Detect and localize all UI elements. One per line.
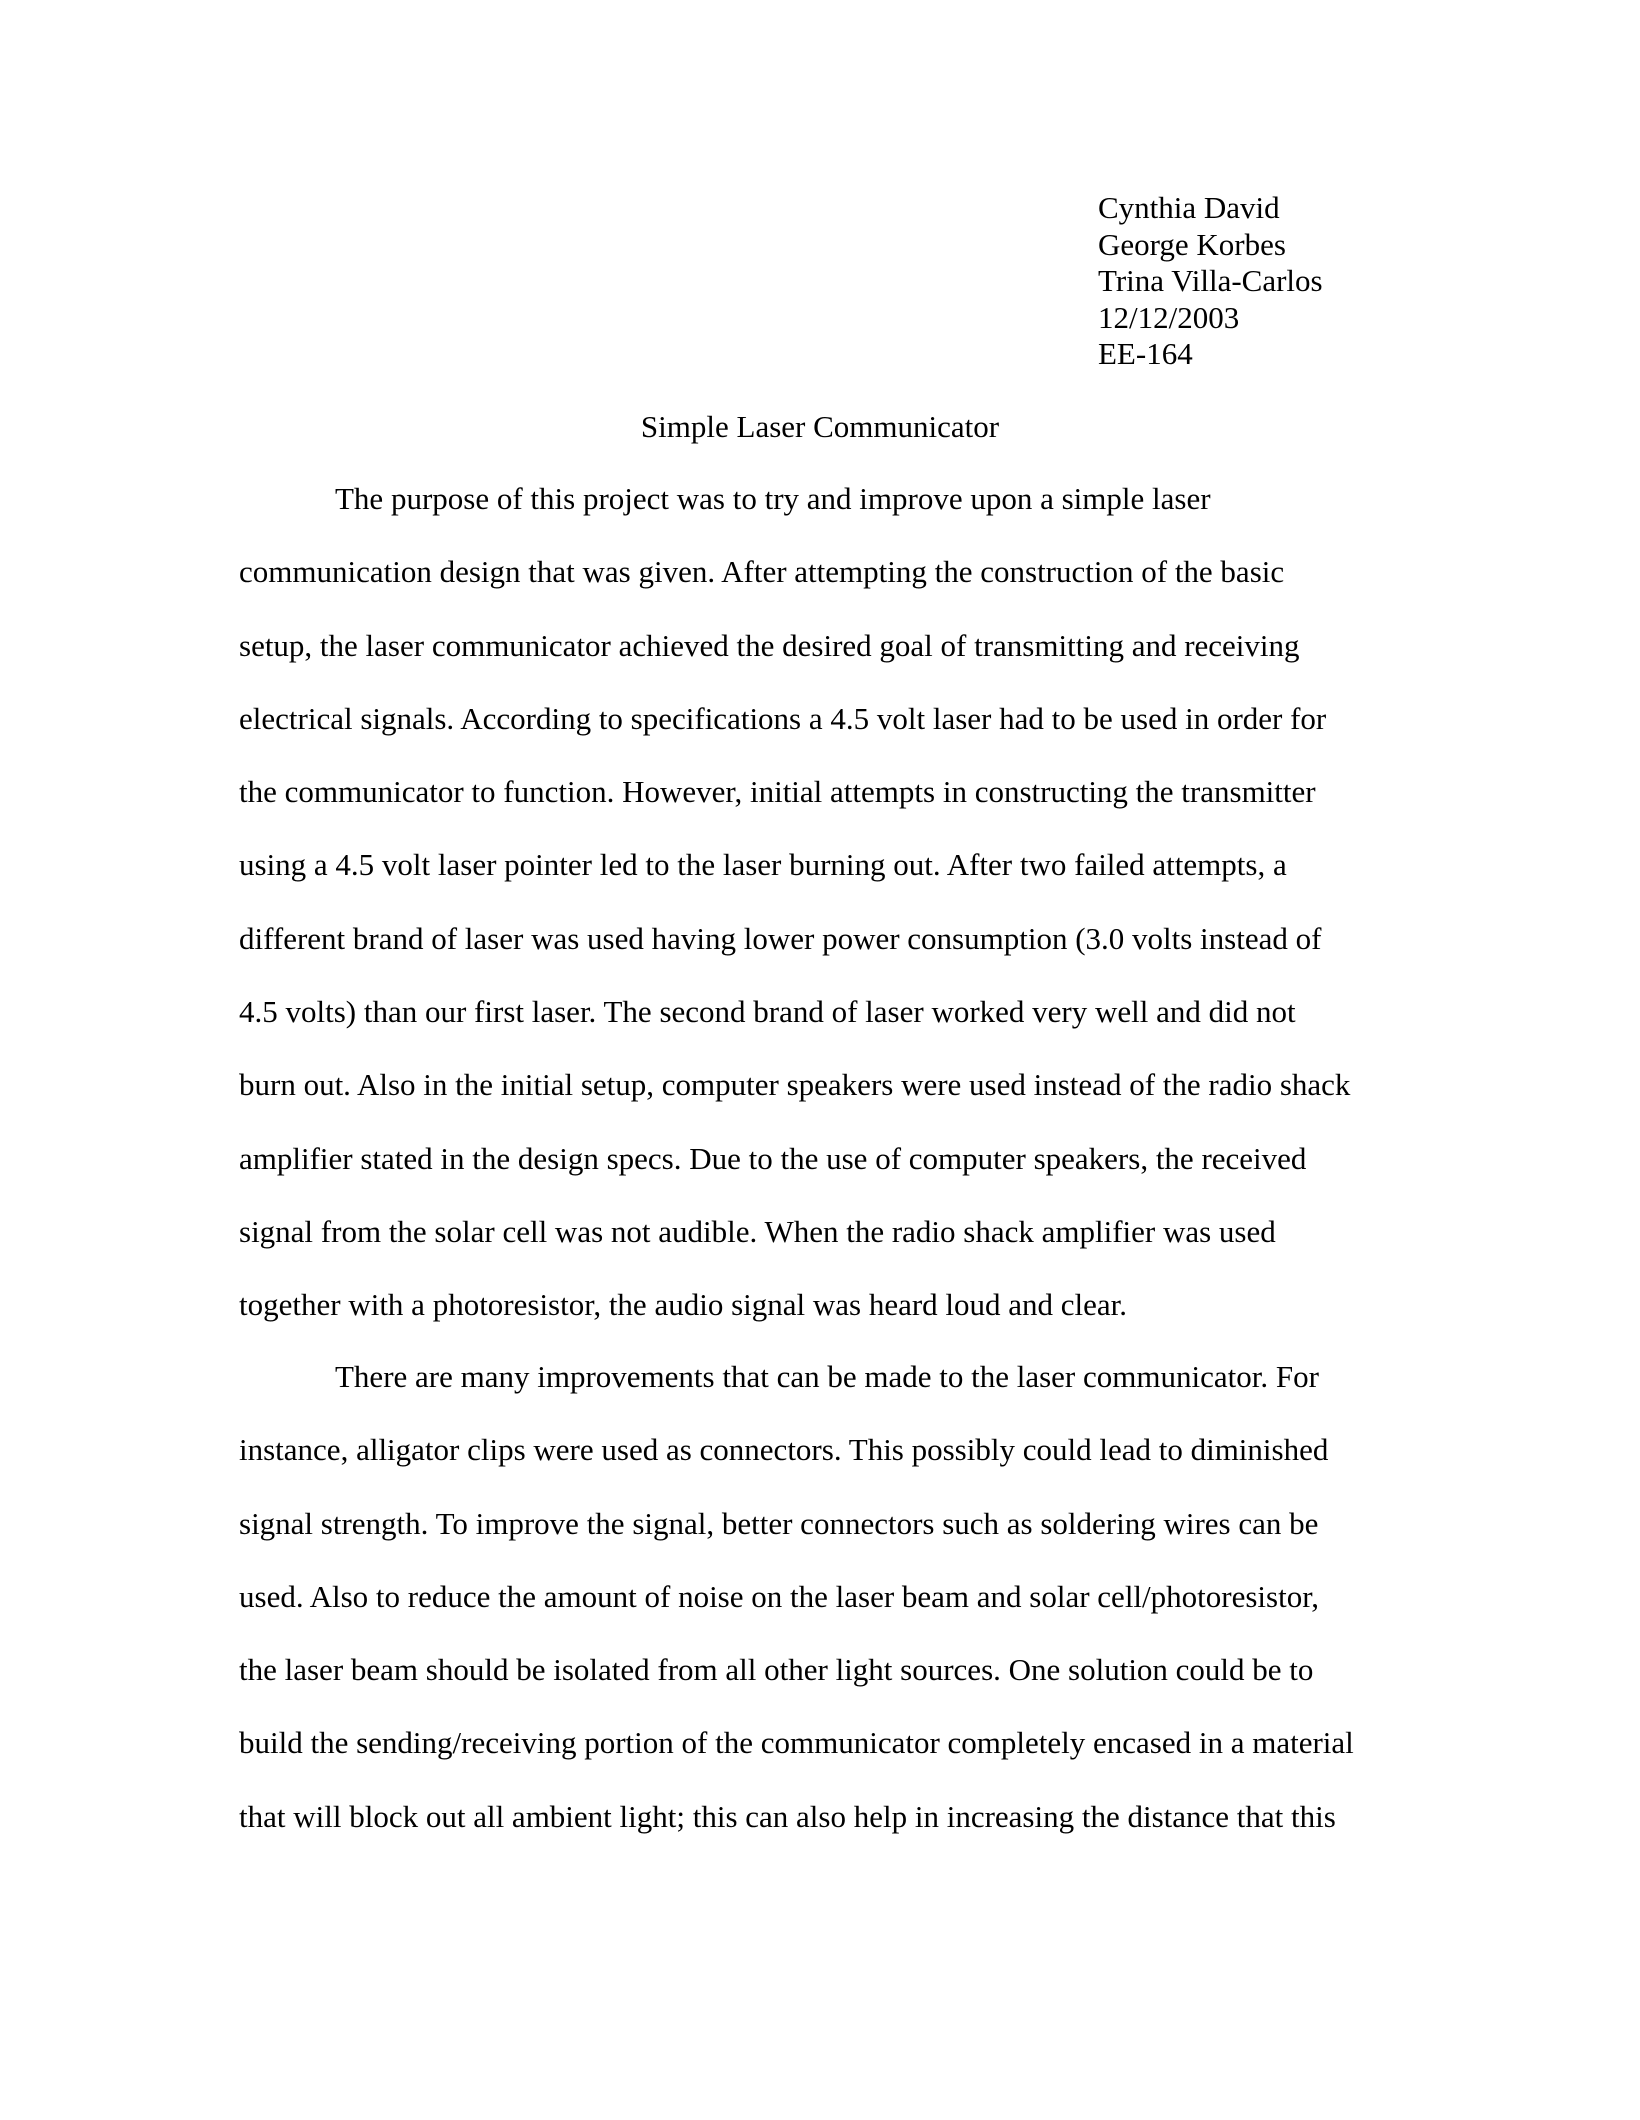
- body-paragraph: [239, 1340, 1354, 1853]
- author-name: George Korbes: [1098, 226, 1286, 262]
- author-name: Trina Villa-Carlos: [1098, 263, 1323, 298]
- paragraph-line: amplifier stated in the design specs. Due to the use of computer speakers, the received: [239, 1140, 1307, 1176]
- paragraph-line: setup, the laser communicator achieved the desired goal of transmitting and receiving: [239, 627, 1300, 663]
- paragraph-line: that will block out all ambient light; this can also help in increasing the distance that this: [239, 1798, 1336, 1834]
- body-paragraph: [239, 462, 1350, 1342]
- paragraph-line: different brand of laser was used having lower power consumption (3.0 volts instead of: [239, 920, 1322, 956]
- paragraph-line: communication design that was given. After attempting the construction of the basic: [239, 554, 1285, 590]
- paragraph-line: The purpose of this project was to try and improve upon a simple laser: [335, 481, 1211, 516]
- paragraph-line: electrical signals. According to specifications a 4.5 volt laser had to be used in order for: [239, 700, 1327, 736]
- author-header: [1098, 190, 1323, 373]
- paragraph-line: together with a photoresistor, the audio signal was heard loud and clear.: [239, 1287, 1128, 1323]
- course-code: EE-164: [1098, 336, 1193, 371]
- paragraph-line: signal from the solar cell was not audible. When the radio shack amplifier was used: [239, 1213, 1276, 1249]
- author-name: Cynthia David: [1098, 190, 1280, 225]
- paragraph-line: signal strength. To improve the signal, better connectors such as soldering wires can be: [239, 1505, 1319, 1541]
- paragraph-line: using a 4.5 volt laser pointer led to the laser burning out. After two failed attempts, a: [239, 847, 1287, 883]
- paragraph-line: burn out. Also in the initial setup, computer speakers were used instead of the radio shack: [239, 1067, 1351, 1103]
- paragraph-line: There are many improvements that can be made to the laser communicator. For: [335, 1359, 1319, 1394]
- document-title: Simple Laser Communicator: [640, 409, 1000, 444]
- paragraph-line: used. Also to reduce the amount of noise on the laser beam and solar cell/photoresistor,: [239, 1578, 1320, 1614]
- document-date: 12/12/2003: [1098, 299, 1240, 335]
- paragraph-line: the communicator to function. However, initial attempts in constructing the transmitter: [239, 774, 1316, 810]
- paragraph-line: instance, alligator clips were used as connectors. This possibly could lead to diminished: [239, 1432, 1329, 1468]
- paragraph-line: 4.5 volts) than our first laser. The second brand of laser worked very well and did not: [239, 994, 1296, 1030]
- paragraph-line: build the sending/receiving portion of the communicator completely encased in a material: [239, 1725, 1354, 1761]
- paragraph-line: the laser beam should be isolated from all other light sources. One solution could be to: [239, 1652, 1314, 1688]
